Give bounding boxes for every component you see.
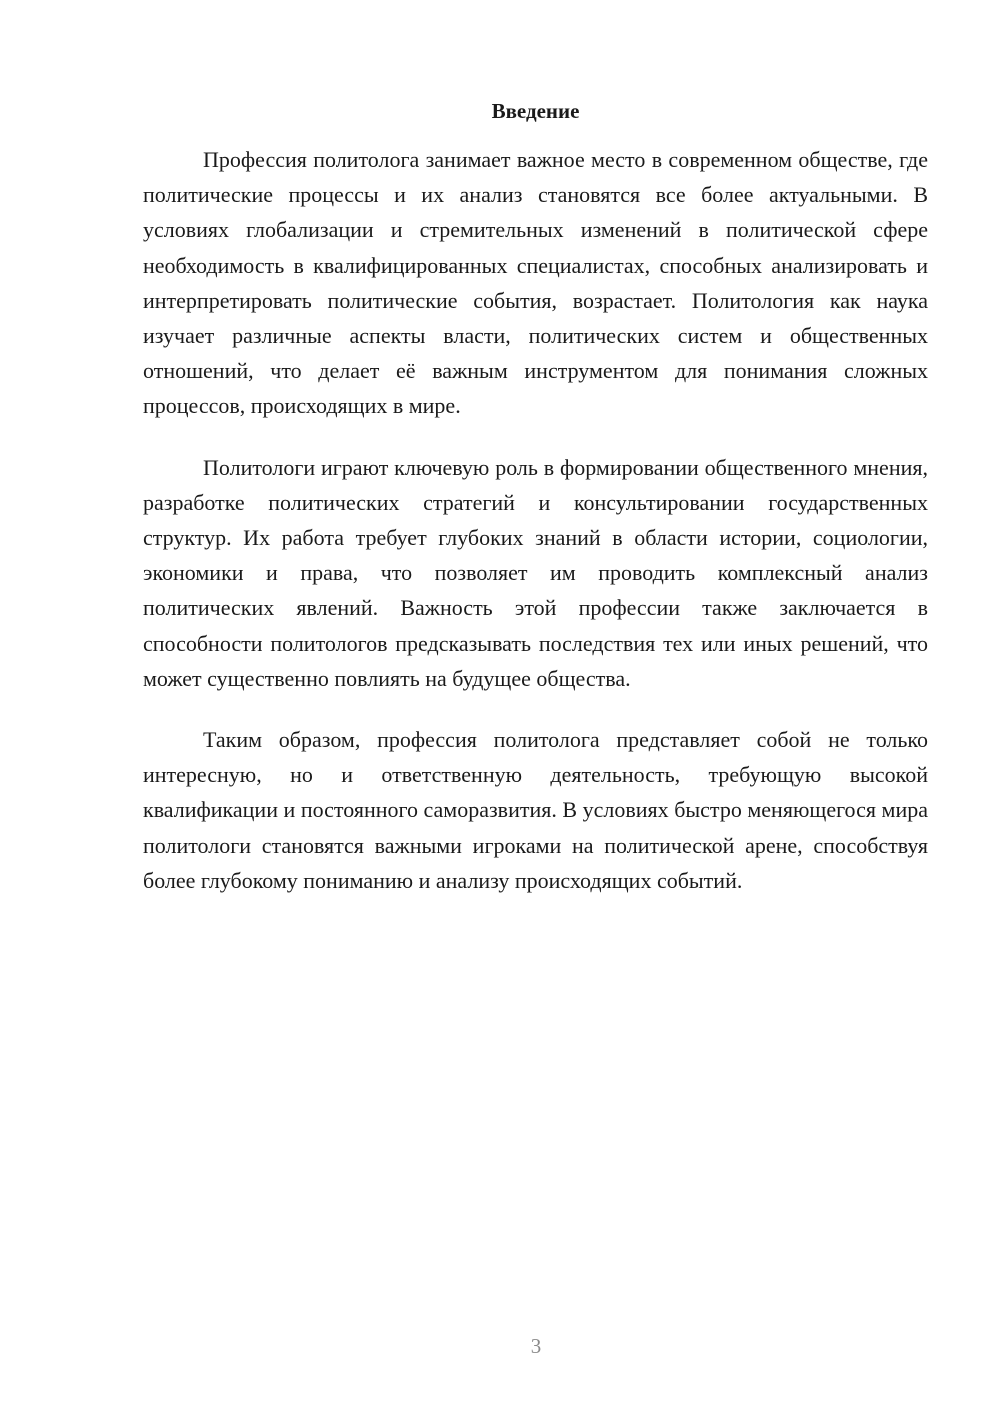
paragraph-2: Политологи играют ключевую роль в формировании общественного мнения, разработке политических стратегий и консультировании государственных структур. Их работа требует глубоких знаний в области истории, социологии, экономики и права, что позволяет им проводить комплексный анализ политических явлений. Важность этой профессии также заключается в способности политологов предсказывать последствия тех или иных решений, что может существенно повлиять на будущее общества. bbox=[143, 454, 928, 691]
paragraph-3: Таким образом, профессия политолога представляет собой не только интересную, но и ответственную деятельность, требующую высокой квалификации и постоянного саморазвития. В условиях быстро меняющегося мира политологи становятся важными игроками на политической арене, способствуя более глубокому пониманию и анализу происходящих событий. bbox=[143, 727, 928, 893]
section-heading: Введение bbox=[491, 99, 580, 123]
paragraph-1: Профессия политолога занимает важное место в современном обществе, где политические процессы и их анализ становятся все более актуальными. В условиях глобализации и стремительных изменений в политической сфере необходимость в квалифицированных специалистах, способных анализировать и интерпретировать политические события, возрастает. Политология как наука изучает различные аспекты власти, политических систем и общественных отношений, что делает её важным инструментом для понимания сложных процессов, происходящих в мире. bbox=[143, 147, 928, 419]
body-text bbox=[143, 142, 928, 924]
page-number: 3 bbox=[530, 1334, 542, 1358]
